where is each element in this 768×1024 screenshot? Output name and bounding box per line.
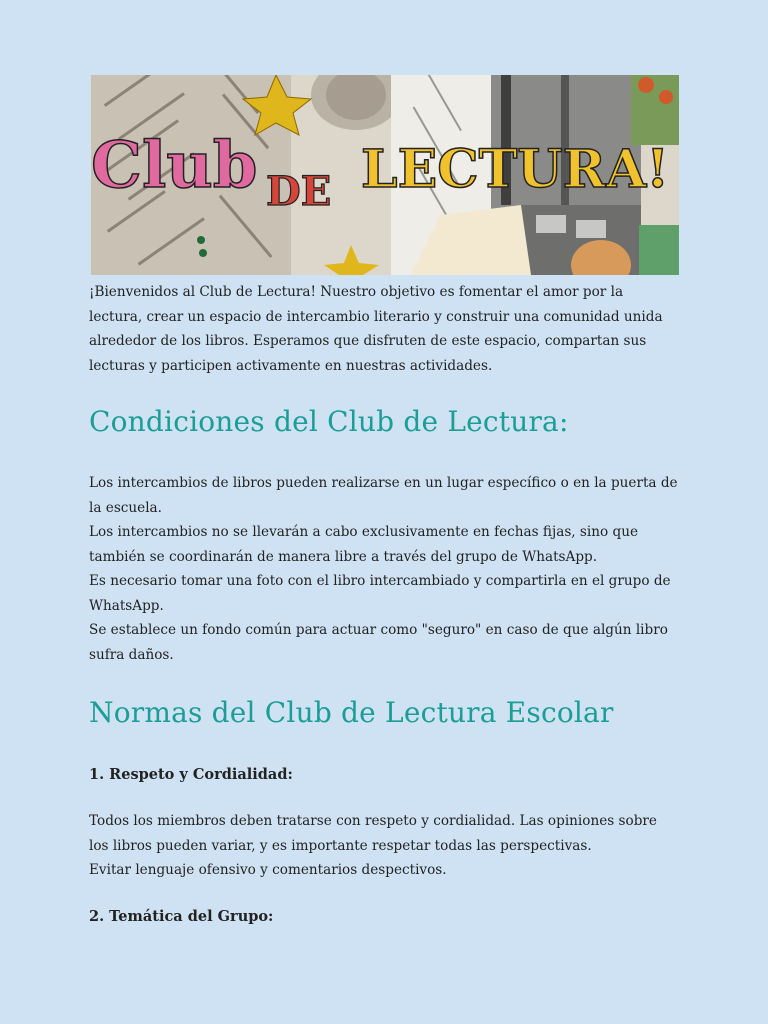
conditions-list <box>89 471 679 667</box>
conditions-heading: Condiciones del Club de Lectura: <box>89 405 569 438</box>
condition-item: Los intercambios de libros pueden realizarse en un lugar específico o en la puerta de la escuela. <box>89 475 678 516</box>
norm-1-line: Evitar lenguaje ofensivo y comentarios despectivos. <box>89 862 447 878</box>
norm-1-line: Todos los miembros deben tratarse con respeto y cordialidad. Las opiniones sobre los libros pueden variar, y es importante respetar todas las perspectivas. <box>89 813 657 854</box>
collage-image <box>91 75 679 275</box>
club-banner-collage <box>91 75 679 275</box>
norms-heading: Normas del Club de Lectura Escolar <box>89 696 614 729</box>
norm-1-title: 1. Respeto y Cordialidad: <box>89 766 293 783</box>
svg-text:Club: Club <box>91 128 258 203</box>
condition-item: Se establece un fondo común para actuar como "seguro" en caso de que algún libro sufra daños. <box>89 622 668 663</box>
intro-paragraph: ¡Bienvenidos al Club de Lectura! Nuestro objetivo es fomentar el amor por la lectura, crear un espacio de intercambio literario y construir una comunidad unida alrededor de los libros. Esperamos que disfruten de este espacio, compartan sus lecturas y participen activamente en nuestras actividades. <box>89 284 663 374</box>
norm-2-title: 2. Temática del Grupo: <box>89 907 274 925</box>
main-content <box>89 280 679 925</box>
condition-item: Los intercambios no se llevarán a cabo exclusivamente en fechas fijas, sino que también se coordinarán de manera libre a través del grupo de WhatsApp. <box>89 524 639 565</box>
svg-text:LECTURA!: LECTURA! <box>361 139 670 200</box>
condition-item: Es necesario tomar una foto con el libro intercambiado y compartirla en el grupo de WhatsApp. <box>89 573 671 614</box>
svg-text:DE: DE <box>266 168 332 215</box>
norm-1-text <box>89 809 679 883</box>
